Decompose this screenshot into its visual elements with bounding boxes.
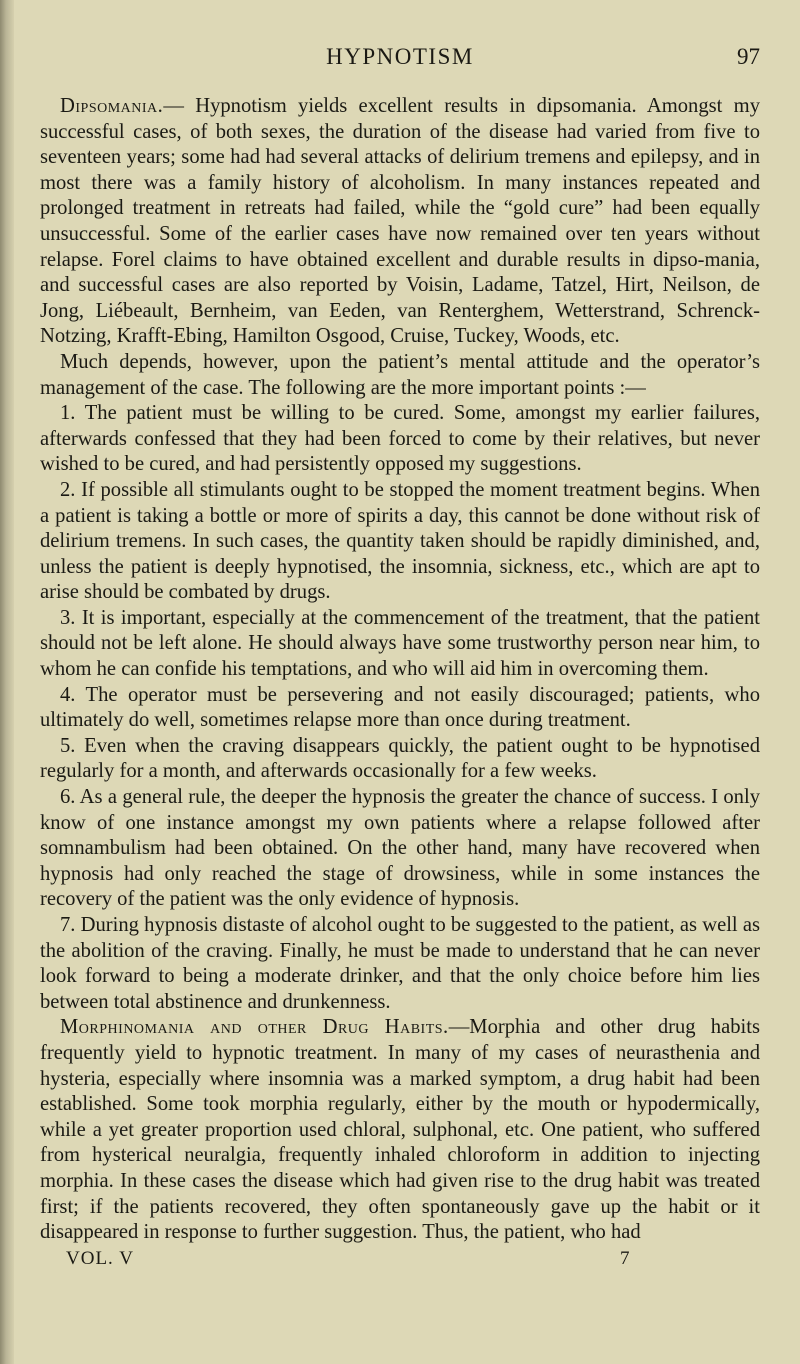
running-title: HYPNOTISM [326, 44, 474, 69]
paragraph: 4. The operator must be persevering and not easily discouraged; patients, who ultimately do well, sometimes relapse more than once during treatment. [40, 683, 760, 732]
page-footer [40, 1248, 760, 1278]
paragraph: 2. If possible all stimulants ought to be stopped the moment treatment begins. When a patient is taking a bottle or more of spirits a day, this cannot be done without risk of delirium tremens. In such cases, the quantity taken should be rapidly diminished, and, unless the patient is deeply hypnotised, the insomnia, sickness, etc., which are apt to arise should be combated by drugs. [40, 478, 760, 604]
paragraph-morphinomania-intro: Morphinomania and other Drug Habits.—Morphia and other drug habits frequently yield to hypnotic treatment. In many of my cases of neurasthenia and hysteria, especially where insomnia was a marked symptom, a drug habit had been established. Some took morphia regularly, either by the mouth or hypodermically, while a yet greater proportion used chloral, sulphonal, etc. One patient, who suffered from hysterical neuralgia, frequently inhaled chloroform in addition to injecting morphia. In these cases the disease which had given rise to the drug habit was treated first; if the patients recovered, they often spontaneously gave up the habit or it disappeared in response to further suggestion. Thus, the patient, who had [40, 1016, 760, 1244]
paragraph: 3. It is important, especially at the commencement of the treatment, that the patient should not be left alone. He should always have some trustworthy person near him, to whom he can confide his temptations, and who will aid him in overcoming them. [40, 606, 760, 681]
book-binding-edge [0, 0, 14, 1364]
page-number: 97 [737, 44, 760, 69]
section-heading-dipsomania: Dipsomania. [60, 95, 164, 117]
paragraph: 7. During hypnosis distaste of alcohol ought to be suggested to the patient, as well as the abolition of the craving. Finally, he must be made to understand that he can never look forward to being a moderate drinker, and that the only choice before him lies between total abstinence and drunkenness. [40, 914, 760, 1013]
book-page [40, 44, 760, 1278]
volume-signature: VOL. V [66, 1247, 134, 1269]
paragraph: 6. As a general rule, the deeper the hypnosis the greater the chance of success. I only know of one instance amongst my own patients where a relapse followed after somnambulism had been obtained. On the other hand, many have recovered when hypnosis had only reached the stage of drowsiness, while in some instances the recovery of the patient was the only evidence of hypnosis. [40, 786, 760, 911]
body-text [40, 94, 760, 1246]
paragraph: Much depends, however, upon the patient’s mental attitude and the operator’s management of the case. The following are the more important points :— [40, 350, 760, 399]
paragraph: 1. The patient must be willing to be cured. Some, amongst my earlier failures, afterwards confessed that they had been forced to come by their relatives, but never wished to be cured, and had persistently opposed my suggestions. [40, 402, 760, 476]
section-heading-morphinomania: Morphinomania and other Drug Habits. [60, 1016, 449, 1039]
signature-number: 7 [620, 1247, 630, 1269]
paragraph: 5. Even when the craving disappears quickly, the patient ought to be hypnotised regularly for a month, and afterwards occasionally for a few weeks. [40, 734, 760, 783]
running-head [40, 44, 760, 78]
paragraph-dipsomania-intro: Dipsomania.— Hypnotism yields excellent results in dipsomania. Amongst my successful cases, of both sexes, the duration of the disease had varied from five to seventeen years; some had had several attacks of delirium tremens and epilepsy, and in most there was a family history of alcoholism. In many instances repeated and prolonged treatment in retreats had failed, while the “gold cure” had been equally unsuccessful. Some of the earlier cases have now remained over ten years without relapse. Forel claims to have obtained excellent and durable results in dipso-mania, and successful cases are also reported by Voisin, Ladame, Tatzel, Hirt, Neilson, de Jong, Liébeault, Bernheim, van Eeden, van Renterghem, Wetterstrand, Schrenck-Notzing, Krafft-Ebing, Hamilton Osgood, Cruise, Tuckey, Woods, etc. [40, 95, 760, 348]
